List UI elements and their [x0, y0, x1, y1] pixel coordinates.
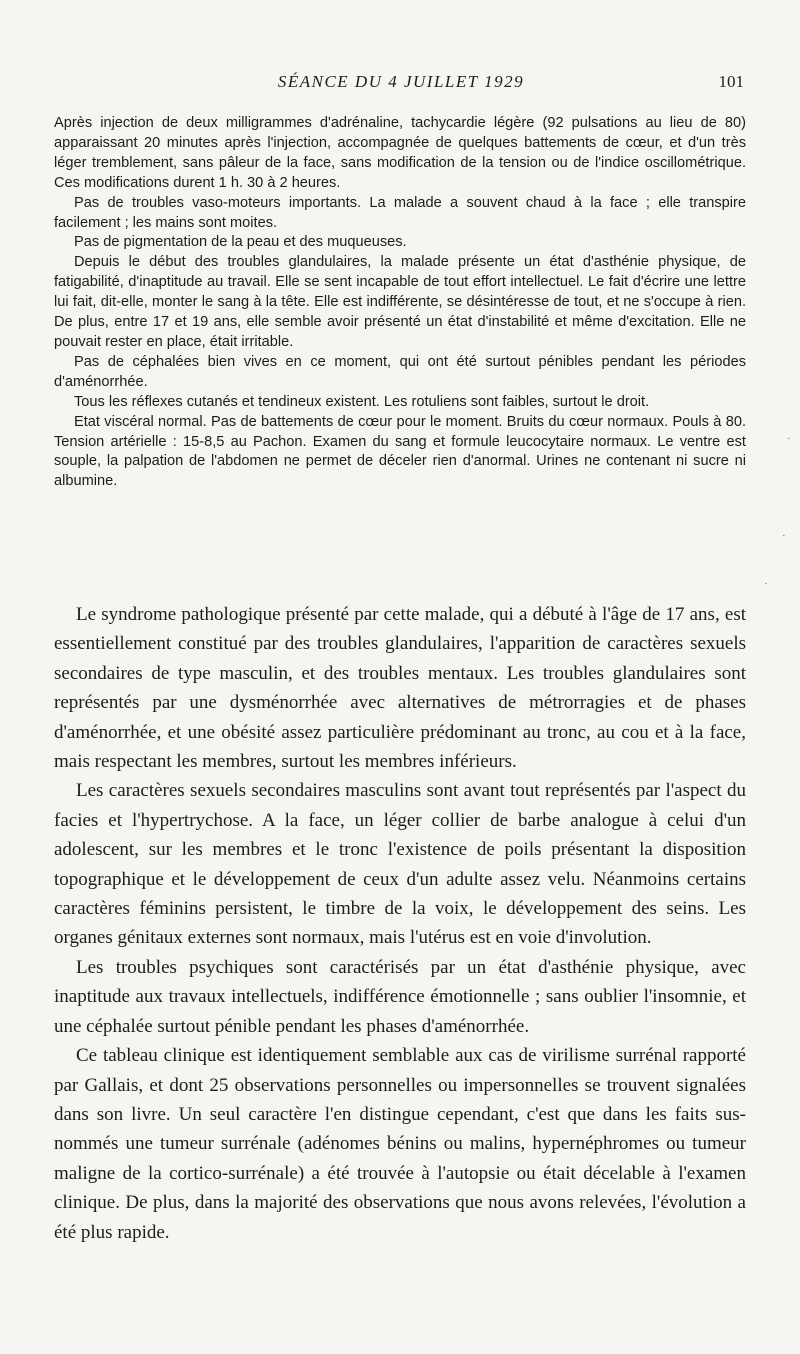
margin-speck: ·: [764, 578, 768, 590]
margin-speck: ·: [782, 530, 786, 542]
paragraph-vasomotor: Pas de troubles vaso-moteurs importants. La malade a souvent chaud à la face ; elle transpire facilement ; les mains sont moites.: [54, 194, 746, 231]
running-header: [58, 72, 744, 102]
paragraph-reflexes: Tous les réflexes cutanés et tendineux existent. Les rotuliens sont faibles, surtout le droit.: [74, 393, 650, 410]
paragraph-adrenaline-test: Après injection de deux milligrammes d'adrénaline, tachycardie légère (92 pulsations au lieu de 80) apparaissant 20 minutes après l'injection, accompagnée de quelques battements de cœur, et d'un très léger tremblement, sans pâleur de la face, sans modification de la tension ou de l'indice oscillométrique. Ces modifications durent 1 h. 30 à 2 heures.: [54, 115, 746, 191]
paragraph-visceral-state: Etat viscéral normal. Pas de battements de cœur pour le moment. Bruits du cœur normaux. Pouls à 80. Tension artérielle : 15-8,5 au Pachon. Examen du sang et formule leucocytaire normaux. Le ventre est souple, la palpation de l'abdomen ne permet de déceler rien d'anormal. Urines ne contenant ni sucre ni albumine.: [54, 413, 746, 490]
running-title: SÉANCE DU 4 JUILLET 1929: [277, 72, 525, 91]
paragraph-pigmentation: Pas de pigmentation de la peau et des muqueuses.: [74, 234, 407, 251]
page-number: 101: [718, 72, 744, 91]
paragraph-syndrome: Le syndrome pathologique présenté par cette malade, qui a débuté à l'âge de 17 ans, est essentiellement constitué par des troubles glandulaires, l'apparition de caractères sexuels secondaires de type masculin, et des troubles mentaux. Les troubles glandulaires sont représentés par une dysménorrhée avec alternatives de métrorragies et de phases d'aménorrhée, et une obésité assez particulière prédominant au tronc, au cou et à la face, mais respectant les membres, surtout les membres inférieurs.: [54, 604, 746, 773]
paragraph-asthenia: Depuis le début des troubles glandulaires, la malade présente un état d'asthénie physique, de fatigabilité, d'inaptitude au travail. Elle se sent incapable de tout effort intellectuel. Le fait d'écrire une lettre lui fait, dit-elle, monter le sang à la tête. Elle est indifférente, se désintéresse de tout, et ne s'occupe à rien. De plus, entre 17 et 19 ans, elle semble avoir présenté un état d'instabilité et même d'excitation. Elle ne pouvait rester en place, était irritable.: [54, 254, 746, 350]
paragraph-psychic-troubles: Les troubles psychiques sont caractérisés par un état d'asthénie physique, avec inaptitude aux travaux intellectuels, indifférence émotionnelle ; sans oublier l'insomnie, et une céphalée surtout pénible pendant les phases d'aménorrhée.: [54, 956, 746, 1037]
discussion-section: [54, 600, 746, 1247]
paragraph-sexual-characters: Les caractères sexuels secondaires masculins sont avant tout représentés par l'aspect du facies et l'hypertrychose. A la face, un léger collier de barbe analogue à celui d'un adolescent, sur les membres et le tronc l'existence de poils présentant la disposition topographique et le développement de ceux d'un adulte assez velu. Néanmoins certains caractères féminins persistent, le timbre de la voix, le développement des seins. Les organes génitaux externes sont normaux, mais l'utérus est en voie d'involution.: [54, 780, 746, 949]
paragraph-clinical-picture: Ce tableau clinique est identiquement semblable aux cas de virilisme surrénal rapporté par Gallais, et dont 25 observations personnelles ou impersonnelles se trouvent signalées dans son livre. Un seul caractère l'en distingue cependant, c'est que dans les faits sus-nommés une tumeur surrénale (adénomes bénins ou malins, hypernéphromes ou tumeur maligne de la cortico-surrénale) a été trouvée à l'autopsie ou était décelable à l'examen clinique. De plus, dans la majorité des observations que nous avons relevées, l'évolution a été plus rapide.: [54, 1045, 746, 1243]
paragraph-headaches: Pas de céphalées bien vives en ce moment, qui ont été surtout pénibles pendant les périodes d'aménorrhée.: [54, 353, 746, 390]
case-report-section: [54, 114, 746, 492]
margin-speck: ·: [787, 433, 791, 445]
